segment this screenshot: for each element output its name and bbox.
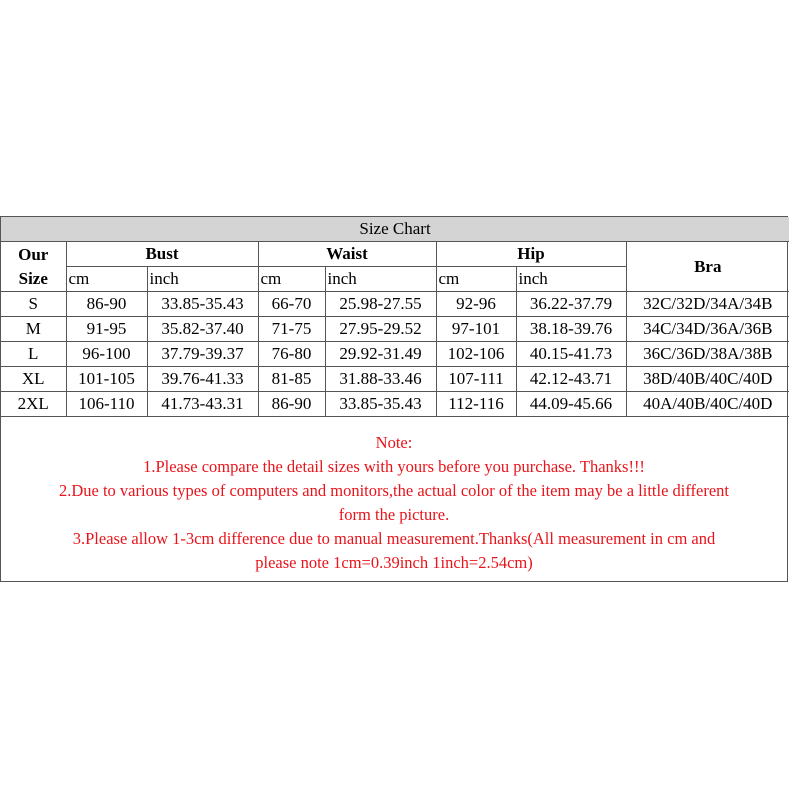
- size-cell: M: [1, 317, 66, 342]
- our-size-header-line2: Size: [18, 268, 48, 288]
- table-row: [1, 367, 789, 392]
- waist-inch-cell: 29.92-31.49: [325, 342, 436, 367]
- bust-inch-cell: 37.79-39.37: [147, 342, 258, 367]
- hip-cm-cell: 107-111: [436, 367, 516, 392]
- size-cell: 2XL: [1, 392, 66, 417]
- bra-cell: 34C/34D/36A/36B: [626, 317, 789, 342]
- bust-inch-cell: 35.82-37.40: [147, 317, 258, 342]
- note-line-1: 1.Please compare the detail sizes with yours before you purchase. Thanks!!!: [143, 457, 645, 476]
- waist-inch-cell: 25.98-27.55: [325, 292, 436, 317]
- bra-header: Bra: [626, 242, 789, 292]
- bust-inch-unit: inch: [147, 267, 258, 292]
- hip-inch-cell: 42.12-43.71: [516, 367, 626, 392]
- hip-cm-unit: cm: [436, 267, 516, 292]
- size-table: [1, 217, 789, 417]
- note-line-2a: 2.Due to various types of computers and monitors,the actual color of the item may be a little different: [58, 481, 730, 500]
- table-row: [1, 317, 789, 342]
- note-line-3a: 3.Please allow 1-3cm difference due to manual measurement.Thanks(All measurement in cm and: [72, 529, 716, 548]
- bust-cm-cell: 86-90: [66, 292, 147, 317]
- bust-cm-cell: 96-100: [66, 342, 147, 367]
- waist-inch-cell: 27.95-29.52: [325, 317, 436, 342]
- bust-header: Bust: [66, 242, 258, 267]
- bust-cm-cell: 101-105: [66, 367, 147, 392]
- our-size-header-line1: Our: [18, 244, 49, 264]
- our-size-header: [1, 242, 66, 292]
- waist-inch-unit: inch: [325, 267, 436, 292]
- waist-inch-cell: 31.88-33.46: [325, 367, 436, 392]
- bust-inch-cell: 33.85-35.43: [147, 292, 258, 317]
- table-row: [1, 392, 789, 417]
- bust-inch-cell: 41.73-43.31: [147, 392, 258, 417]
- waist-cm-cell: 66-70: [258, 292, 325, 317]
- bra-cell: 40A/40B/40C/40D: [626, 392, 789, 417]
- notes-section: [1, 417, 787, 575]
- waist-inch-cell: 33.85-35.43: [325, 392, 436, 417]
- bust-cm-cell: 91-95: [66, 317, 147, 342]
- hip-header: Hip: [436, 242, 626, 267]
- bust-cm-unit: cm: [66, 267, 147, 292]
- waist-cm-cell: 81-85: [258, 367, 325, 392]
- size-cell: XL: [1, 367, 66, 392]
- hip-inch-cell: 40.15-41.73: [516, 342, 626, 367]
- waist-cm-unit: cm: [258, 267, 325, 292]
- hip-inch-cell: 36.22-37.79: [516, 292, 626, 317]
- notes-heading: Note:: [375, 433, 413, 452]
- waist-cm-cell: 86-90: [258, 392, 325, 417]
- hip-inch-cell: 44.09-45.66: [516, 392, 626, 417]
- hip-cm-cell: 102-106: [436, 342, 516, 367]
- table-row: [1, 342, 789, 367]
- table-title: Size Chart: [1, 217, 789, 242]
- size-cell: L: [1, 342, 66, 367]
- waist-cm-cell: 71-75: [258, 317, 325, 342]
- waist-cm-cell: 76-80: [258, 342, 325, 367]
- hip-cm-cell: 112-116: [436, 392, 516, 417]
- bra-cell: 32C/32D/34A/34B: [626, 292, 789, 317]
- bra-cell: 36C/36D/38A/38B: [626, 342, 789, 367]
- table-row: [1, 292, 789, 317]
- size-cell: S: [1, 292, 66, 317]
- hip-inch-unit: inch: [516, 267, 626, 292]
- bust-inch-cell: 39.76-41.33: [147, 367, 258, 392]
- note-line-2b: form the picture.: [338, 505, 450, 524]
- size-chart: [0, 216, 788, 582]
- waist-header: Waist: [258, 242, 436, 267]
- bra-cell: 38D/40B/40C/40D: [626, 367, 789, 392]
- hip-inch-cell: 38.18-39.76: [516, 317, 626, 342]
- bust-cm-cell: 106-110: [66, 392, 147, 417]
- hip-cm-cell: 92-96: [436, 292, 516, 317]
- note-line-3b: please note 1cm=0.39inch 1inch=2.54cm): [255, 553, 533, 572]
- hip-cm-cell: 97-101: [436, 317, 516, 342]
